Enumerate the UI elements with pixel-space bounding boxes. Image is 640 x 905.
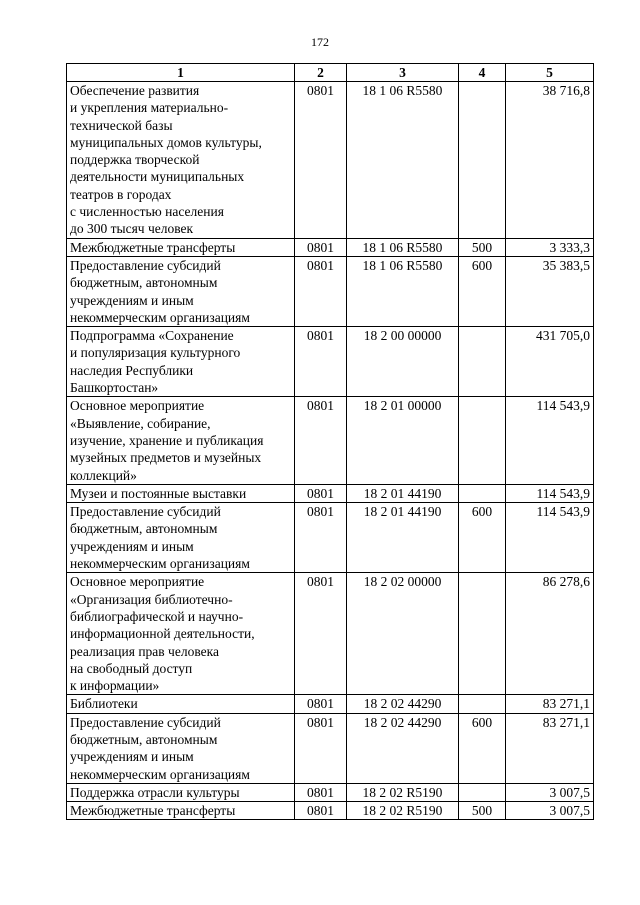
cell-name: Музеи и постоянные выставки xyxy=(67,484,295,502)
cell-target: 18 1 06 R5580 xyxy=(347,238,459,256)
column-header-target: 3 xyxy=(347,64,459,82)
cell-kind: 500 xyxy=(459,802,506,820)
cell-kind: 500 xyxy=(459,238,506,256)
table-header-row xyxy=(67,64,594,82)
cell-kind xyxy=(459,783,506,801)
cell-section: 0801 xyxy=(295,503,347,573)
cell-section: 0801 xyxy=(295,397,347,484)
column-header-kind: 4 xyxy=(459,64,506,82)
cell-kind: 600 xyxy=(459,713,506,783)
table-row xyxy=(67,713,594,783)
cell-section: 0801 xyxy=(295,256,347,326)
cell-amount: 35 383,5 xyxy=(506,256,594,326)
cell-kind xyxy=(459,327,506,397)
cell-kind xyxy=(459,573,506,695)
cell-amount: 86 278,6 xyxy=(506,573,594,695)
cell-amount: 83 271,1 xyxy=(506,713,594,783)
cell-target: 18 2 02 R5190 xyxy=(347,802,459,820)
cell-target: 18 2 01 00000 xyxy=(347,397,459,484)
table-row xyxy=(67,695,594,713)
cell-amount: 83 271,1 xyxy=(506,695,594,713)
cell-target: 18 2 01 44190 xyxy=(347,503,459,573)
cell-kind xyxy=(459,484,506,502)
table-row xyxy=(67,573,594,695)
cell-amount: 114 543,9 xyxy=(506,484,594,502)
cell-name: Обеспечение развития и укрепления материально- технической базы муниципальных домов культуры, поддержка творческой деятельности муниципальных театров в городах с численностью населения до 300 тысяч человек xyxy=(67,82,295,239)
cell-kind: 600 xyxy=(459,256,506,326)
table-row xyxy=(67,783,594,801)
cell-amount: 3 333,3 xyxy=(506,238,594,256)
cell-name: Основное мероприятие «Выявление, собирание, изучение, хранение и публикация музейных предметов и музейных коллекций» xyxy=(67,397,295,484)
cell-name: Подпрограмма «Сохранение и популяризация культурного наследия Республики Башкортостан» xyxy=(67,327,295,397)
cell-name: Межбюджетные трансферты xyxy=(67,238,295,256)
cell-amount: 3 007,5 xyxy=(506,802,594,820)
table-row xyxy=(67,82,594,239)
cell-section: 0801 xyxy=(295,783,347,801)
cell-name: Основное мероприятие «Организация библиотечно- библиографической и научно- информационной деятельности, реализация прав человека на свободный доступ к информации» xyxy=(67,573,295,695)
cell-name: Межбюджетные трансферты xyxy=(67,802,295,820)
table-row xyxy=(67,802,594,820)
cell-name: Поддержка отрасли культуры xyxy=(67,783,295,801)
table-row xyxy=(67,327,594,397)
cell-target: 18 2 01 44190 xyxy=(347,484,459,502)
cell-target: 18 2 02 44290 xyxy=(347,695,459,713)
table-row xyxy=(67,256,594,326)
table-row xyxy=(67,484,594,502)
cell-amount: 431 705,0 xyxy=(506,327,594,397)
cell-amount: 38 716,8 xyxy=(506,82,594,239)
table-row xyxy=(67,397,594,484)
cell-kind xyxy=(459,82,506,239)
cell-section: 0801 xyxy=(295,82,347,239)
budget-table xyxy=(66,63,594,820)
cell-target: 18 1 06 R5580 xyxy=(347,256,459,326)
cell-amount: 3 007,5 xyxy=(506,783,594,801)
cell-target: 18 2 02 44290 xyxy=(347,713,459,783)
table-row xyxy=(67,238,594,256)
cell-target: 18 1 06 R5580 xyxy=(347,82,459,239)
cell-name: Предоставление субсидий бюджетным, автономным учреждениям и иным некоммерческим организациям xyxy=(67,256,295,326)
cell-target: 18 2 00 00000 xyxy=(347,327,459,397)
page-number: 172 xyxy=(311,35,329,49)
cell-kind xyxy=(459,397,506,484)
cell-section: 0801 xyxy=(295,238,347,256)
cell-section: 0801 xyxy=(295,713,347,783)
cell-amount: 114 543,9 xyxy=(506,503,594,573)
column-header-section: 2 xyxy=(295,64,347,82)
cell-target: 18 2 02 00000 xyxy=(347,573,459,695)
cell-section: 0801 xyxy=(295,327,347,397)
cell-kind xyxy=(459,695,506,713)
cell-section: 0801 xyxy=(295,802,347,820)
column-header-name: 1 xyxy=(67,64,295,82)
cell-target: 18 2 02 R5190 xyxy=(347,783,459,801)
cell-section: 0801 xyxy=(295,695,347,713)
cell-name: Предоставление субсидий бюджетным, автономным учреждениям и иным некоммерческим организациям xyxy=(67,503,295,573)
table-row xyxy=(67,503,594,573)
column-header-amount: 5 xyxy=(506,64,594,82)
cell-amount: 114 543,9 xyxy=(506,397,594,484)
cell-kind: 600 xyxy=(459,503,506,573)
cell-section: 0801 xyxy=(295,484,347,502)
cell-name: Предоставление субсидий бюджетным, автономным учреждениям и иным некоммерческим организациям xyxy=(67,713,295,783)
cell-name: Библиотеки xyxy=(67,695,295,713)
cell-section: 0801 xyxy=(295,573,347,695)
